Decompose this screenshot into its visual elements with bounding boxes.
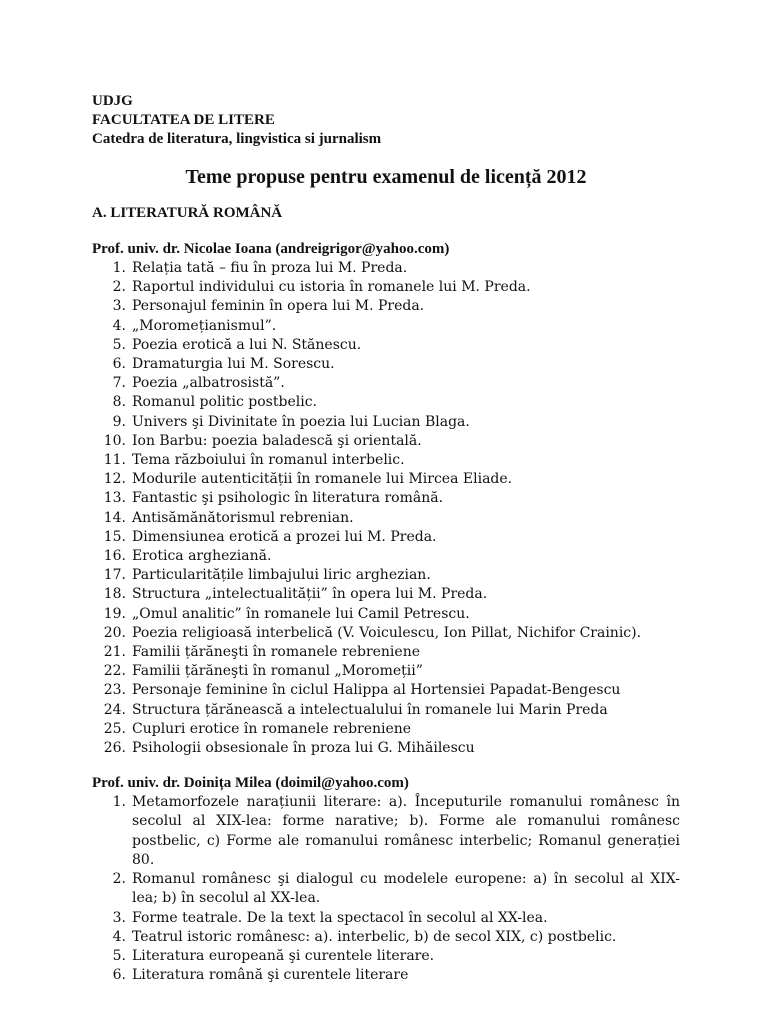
list-item — [92, 489, 680, 508]
list-item-number: 4. — [112, 928, 126, 945]
list-item-number: 22. — [103, 663, 126, 680]
professor-heading: Prof. univ. dr. Doinița Milea (doimil@yahoo.com) — [92, 775, 409, 792]
list-item-text: „Omul analitic” în romanele lui Camil Petrescu. — [132, 605, 470, 622]
list-item-number: 2. — [112, 279, 126, 296]
list-item-text: Literatura europeană şi curentele literare. — [132, 947, 435, 964]
list-item — [92, 662, 680, 681]
list-item — [92, 393, 680, 412]
list-item-text: Romanul românesc şi dialogul cu modelele europene: a) în secolul al XIX-lea; b) în secolul al XX-lea. — [132, 871, 680, 907]
list-item — [92, 336, 680, 355]
list-item-text: Metamorfozele narațiunii literare: a). Începuturile romanului românesc în secolul al XIX-lea: forme narative; b). Forme ale romanului românesc postbelic, c) Forme ale romanului românesc interbelic; Romanul generației 80. — [132, 794, 680, 868]
list-item-text: Dramaturgia lui M. Sorescu. — [132, 356, 335, 373]
list-item-text: Fantastic şi psihologic în literatura română. — [132, 490, 444, 507]
list-item-number: 5. — [112, 336, 126, 353]
list-item — [92, 297, 680, 316]
list-item — [92, 681, 680, 700]
list-item-text: „Moromețianismul”. — [132, 317, 277, 334]
list-item-text: Erotica argheziană. — [132, 548, 272, 565]
list-item-text: Personajul feminin în opera lui M. Preda. — [132, 298, 425, 315]
list-item-text: Ion Barbu: poezia baladescă şi orientală. — [132, 432, 422, 449]
document-page — [92, 92, 680, 985]
list-item-text: Structura țărănească a intelectualului în romanele lui Marin Preda — [132, 701, 608, 718]
list-item-number: 9. — [112, 413, 126, 430]
list-item-number: 19. — [103, 605, 126, 622]
list-item-number: 16. — [103, 548, 126, 565]
list-item — [92, 739, 680, 758]
list-item-number: 21. — [103, 644, 126, 661]
list-item — [92, 374, 680, 393]
institution-name: UDJG — [92, 93, 133, 109]
list-item — [92, 566, 680, 585]
list-item-text: Psihologii obsesionale în proza lui G. Mihăilescu — [132, 740, 475, 757]
list-item-text: Structura „intelectualității” în opera lui M. Preda. — [132, 586, 488, 603]
list-item-number: 17. — [103, 567, 126, 584]
list-item-number: 3. — [112, 909, 126, 926]
list-item-text: Particularitățile limbajului liric arghezian. — [132, 567, 431, 584]
list-item — [92, 509, 680, 528]
list-item — [92, 470, 680, 489]
list-item-number: 11. — [103, 452, 126, 469]
list-item-number: 2. — [112, 871, 126, 888]
list-item-number: 10. — [103, 432, 126, 449]
list-item-text: Antisămănătorismul rebrenian. — [132, 509, 354, 526]
list-item-number: 1. — [112, 260, 126, 276]
department-name: Catedra de literatura, lingvistica si jurnalism — [92, 131, 382, 147]
list-item-number: 13. — [103, 490, 126, 507]
list-item-text: Romanul politic postbelic. — [132, 394, 317, 411]
list-item-number: 18. — [103, 586, 126, 603]
list-item — [92, 966, 680, 985]
list-item-text: Dimensiunea erotică a prozei lui M. Preda. — [132, 528, 437, 545]
list-item — [92, 451, 680, 470]
topic-list — [92, 793, 680, 985]
list-item-number: 7. — [112, 375, 126, 392]
list-item-text: Relația tată – fiu în proza lui M. Preda. — [132, 260, 408, 276]
list-item-text: Familii țărăneşti în romanul „Moromeții” — [132, 663, 423, 680]
list-item — [92, 701, 680, 720]
list-item-number: 25. — [103, 720, 126, 737]
list-item — [92, 528, 680, 547]
list-item — [92, 547, 680, 566]
list-item — [92, 432, 680, 451]
list-item — [92, 278, 680, 297]
list-item-text: Modurile autenticității în romanele lui Mircea Eliade. — [132, 471, 513, 488]
list-item-text: Teatrul istoric românesc: a). interbelic, b) de secol XIX, c) postbelic. — [132, 928, 617, 945]
section-heading: A. LITERATURĂ ROMÂNĂ — [92, 205, 283, 221]
professor-heading: Prof. univ. dr. Nicolae Ioana (andreigrigor@yahoo.com) — [92, 241, 450, 257]
list-item-number: 6. — [112, 356, 126, 373]
list-item-text: Univers şi Divinitate în poezia lui Lucian Blaga. — [132, 413, 470, 430]
list-item-text: Cupluri erotice în romanele rebreniene — [132, 720, 412, 737]
list-item-text: Personaje feminine în ciclul Halippa al Hortensiei Papadat-Bengescu — [132, 682, 621, 699]
list-item — [92, 317, 680, 336]
list-item-number: 24. — [103, 701, 126, 718]
document-title: Teme propuse pentru examenul de licență 2012 — [185, 166, 587, 188]
list-item-text: Raportul individului cu istoria în romanele lui M. Preda. — [132, 279, 531, 296]
list-item-text: Tema războiului în romanul interbelic. — [132, 452, 405, 469]
list-item — [92, 605, 680, 624]
list-item-text: Poezia religioasă interbelică (V. Voiculescu, Ion Pillat, Nichifor Crainic). — [132, 624, 642, 641]
list-item — [92, 793, 680, 870]
list-item — [92, 909, 680, 928]
list-item-number: 1. — [112, 794, 126, 811]
list-item — [92, 870, 680, 908]
list-item — [92, 947, 680, 966]
topic-list — [92, 259, 680, 758]
list-item-text: Literatura română şi curentele literare — [132, 967, 409, 984]
list-item-number: 5. — [112, 947, 126, 964]
list-item — [92, 720, 680, 739]
list-item-text: Poezia „albatrosistă”. — [132, 375, 285, 392]
list-item-number: 15. — [103, 528, 126, 545]
list-item — [92, 643, 680, 662]
list-item — [92, 355, 680, 374]
list-item-text: Familii țărăneşti în romanele rebreniene — [132, 644, 420, 661]
list-item-text: Poezia erotică a lui N. Stănescu. — [132, 336, 362, 353]
list-item — [92, 624, 680, 643]
list-item — [92, 259, 680, 278]
list-item-number: 8. — [112, 394, 126, 411]
list-item-number: 3. — [112, 298, 126, 315]
faculty-name: FACULTATEA DE LITERE — [92, 112, 275, 128]
list-item — [92, 928, 680, 947]
list-item-number: 23. — [103, 682, 126, 699]
list-item-number: 14. — [103, 509, 126, 526]
list-item-number: 6. — [112, 967, 126, 984]
list-item-number: 20. — [103, 624, 126, 641]
list-item-number: 12. — [103, 471, 126, 488]
list-item-text: Forme teatrale. De la text la spectacol în secolul al XX-lea. — [132, 909, 548, 926]
list-item — [92, 413, 680, 432]
list-item — [92, 585, 680, 604]
list-item-number: 4. — [112, 317, 126, 334]
list-item-number: 26. — [103, 740, 126, 757]
